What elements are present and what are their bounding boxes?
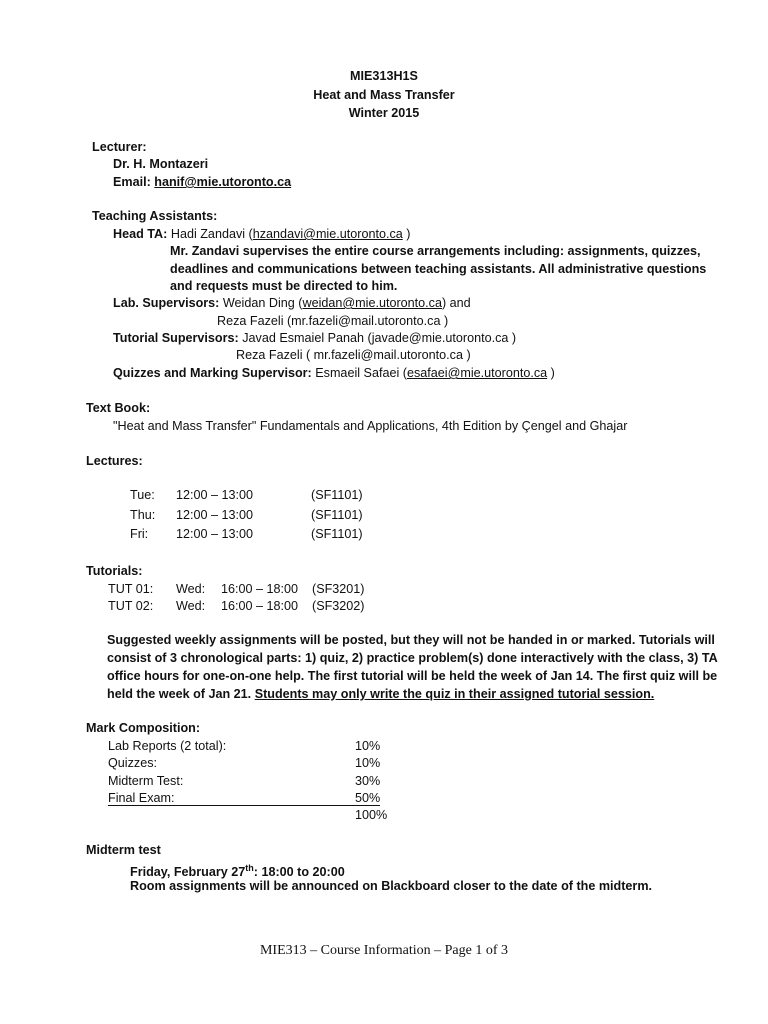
- mark-pct: 10%: [355, 756, 381, 770]
- tutorials-heading: Tutorials:: [86, 564, 143, 578]
- head-ta-name: Hadi Zandavi (: [167, 227, 253, 241]
- midterm-heading: Midterm test: [86, 843, 161, 857]
- lecture-day: Thu:: [130, 508, 156, 522]
- tutorial-note-underlined: Students may only write the quiz in their assigned tutorial session.: [254, 687, 655, 701]
- mark-item: Midterm Test:: [108, 774, 184, 788]
- midterm-date-sup: th: [245, 863, 254, 873]
- head-ta-label: Head TA:: [113, 227, 168, 241]
- tutorial-note-line: [107, 686, 654, 703]
- course-title: Heat and Mass Transfer: [313, 88, 455, 102]
- course-code: MIE313H1S: [350, 69, 418, 83]
- mark-pct: 50%: [355, 791, 381, 805]
- lecturer-email-link[interactable]: hanif@mie.utoronto.ca: [154, 175, 292, 189]
- head-ta-desc-line: and requests must be directed to him.: [170, 279, 398, 293]
- tutorial-note-line: Suggested weekly assignments will be posted, but they will not be handed in or marked. Tutorials will: [107, 633, 715, 647]
- quiz-supervisor-label: Quizzes and Marking Supervisor:: [113, 366, 312, 380]
- quiz-supervisor-line: [113, 365, 555, 382]
- mark-item: Quizzes:: [108, 756, 157, 770]
- ta-heading: Teaching Assistants:: [92, 209, 218, 223]
- tutorial-room: (SF3202): [312, 599, 365, 613]
- mark-total: 100%: [355, 808, 388, 822]
- lab-supervisor-1-name: Weidan Ding (: [219, 296, 303, 310]
- lab-supervisor-1-email-link[interactable]: weidan@mie.utoronto.ca: [302, 296, 442, 310]
- lecturer-email-label: Email:: [113, 175, 155, 189]
- quiz-supervisor-name: Esmaeil Safaei (: [311, 366, 407, 380]
- lab-supervisors-label: Lab. Supervisors:: [113, 296, 220, 310]
- quiz-supervisor-email-link[interactable]: esafaei@mie.utoronto.ca: [406, 366, 548, 380]
- lecture-time: 12:00 – 13:00: [176, 527, 254, 541]
- lecture-time: 12:00 – 13:00: [176, 488, 254, 502]
- marks-heading: Mark Composition:: [86, 721, 201, 735]
- tutorial-day: Wed:: [176, 582, 206, 596]
- page-footer: MIE313 – Course Information – Page 1 of 3: [259, 943, 509, 958]
- tutorial-note-plain: held the week of Jan 21.: [107, 687, 255, 701]
- tutorial-time: 16:00 – 18:00: [221, 599, 299, 613]
- lecturer-name: Dr. H. Montazeri: [113, 157, 209, 171]
- lecture-day: Tue:: [130, 488, 155, 502]
- tutorial-supervisors-label: Tutorial Supervisors:: [113, 331, 239, 345]
- lecture-day: Fri:: [130, 527, 149, 541]
- mark-pct: 10%: [355, 739, 381, 753]
- lecture-room: (SF1101): [311, 508, 363, 522]
- midterm-note: Room assignments will be announced on Blackboard closer to the date of the midterm.: [130, 879, 653, 893]
- head-ta-desc-line: Mr. Zandavi supervises the entire course arrangements including: assignments, quizzes,: [170, 244, 701, 258]
- tutorial-supervisor-1: Javad Esmaiel Panah (javade@mie.utoronto.ca ): [238, 331, 517, 345]
- tutorial-note-line: office hours for one-on-one help. The first tutorial will be held the week of Jan 14. The first quiz will be: [107, 669, 718, 683]
- lab-supervisor-2: Reza Fazeli (mr.fazeli@mail.utoronto.ca ): [217, 314, 449, 328]
- lecture-room: (SF1101): [311, 527, 363, 541]
- mark-item: Final Exam:: [108, 791, 175, 805]
- tutorial-supervisors-line: [113, 330, 516, 347]
- quiz-supervisor-close: ): [547, 366, 555, 380]
- tutorial-name: TUT 01:: [108, 582, 154, 596]
- head-ta-close: ): [402, 227, 411, 241]
- tutorial-room: (SF3201): [312, 582, 365, 596]
- lab-supervisors-line: [113, 295, 471, 312]
- lectures-heading: Lectures:: [86, 454, 143, 468]
- lab-supervisor-1-close: ) and: [441, 296, 471, 310]
- midterm-date-suffix: : 18:00 to 20:00: [253, 865, 345, 880]
- textbook-heading: Text Book:: [86, 401, 151, 415]
- total-rule: [108, 805, 380, 806]
- lecture-room: (SF1101): [311, 488, 363, 502]
- lecturer-email-line: [113, 174, 291, 191]
- tutorial-day: Wed:: [176, 599, 206, 613]
- midterm-date-prefix: Friday, February 27: [130, 865, 246, 880]
- mark-pct: 30%: [355, 774, 381, 788]
- tutorial-time: 16:00 – 18:00: [221, 582, 299, 596]
- tutorial-name: TUT 02:: [108, 599, 154, 613]
- term: Winter 2015: [348, 106, 420, 120]
- textbook-title: "Heat and Mass Transfer" Fundamentals and Applications, 4th Edition by Çengel and Ghajar: [113, 419, 628, 433]
- tutorial-supervisor-2: Reza Fazeli ( mr.fazeli@mail.utoronto.ca ): [236, 348, 471, 362]
- head-ta-email-link[interactable]: hzandavi@mie.utoronto.ca: [252, 227, 403, 241]
- tutorial-note-line: consist of 3 chronological parts: 1) quiz, 2) practice problem(s) done interactively with the class, 3) TA: [107, 651, 718, 665]
- lecture-time: 12:00 – 13:00: [176, 508, 254, 522]
- head-ta-line: [113, 226, 410, 243]
- mark-item: Lab Reports (2 total):: [108, 739, 227, 753]
- lecturer-heading: Lecturer:: [92, 140, 147, 154]
- head-ta-desc-line: deadlines and communications between teaching assistants. All administrative questions: [170, 262, 707, 276]
